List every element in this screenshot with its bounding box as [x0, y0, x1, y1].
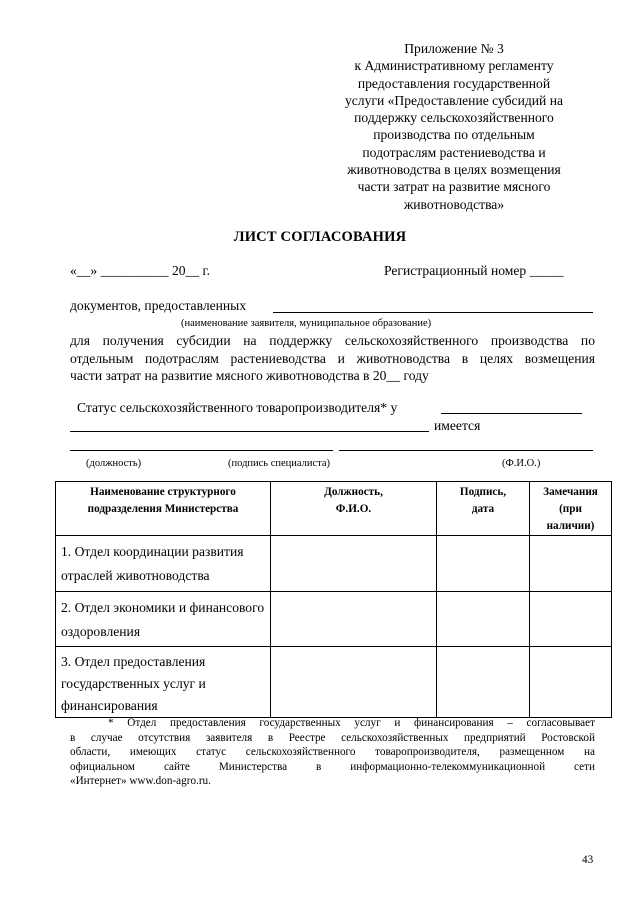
- position-cell: [271, 592, 437, 647]
- appendix-line: Приложение № 3: [404, 41, 504, 56]
- remarks-cell: [530, 536, 612, 592]
- footnote: [70, 716, 595, 789]
- signature-cell: [437, 592, 530, 647]
- position-caption: (должность): [86, 458, 142, 469]
- status-detail-line: [70, 431, 429, 432]
- header-signature: Подпись, дата: [437, 482, 530, 536]
- remarks-cell: [530, 647, 612, 718]
- purpose-paragraph: [70, 332, 595, 385]
- appendix-line: подотраслям растениеводства и: [362, 144, 546, 160]
- appendix-line: животноводства в целях возмещения: [347, 162, 561, 178]
- department-name: 2. Отдел экономики и финансового оздоровления: [56, 592, 271, 647]
- appendix-line: животноводства»: [403, 196, 505, 212]
- appendix-line: производства по отдельным: [373, 127, 535, 143]
- status-label: Статус сельскохозяйственного товаропроизводителя* у: [77, 400, 398, 415]
- status-owner-line: [441, 413, 582, 414]
- registration-number: Регистрационный номер _____: [384, 263, 564, 278]
- signature-caption: (подпись специалиста): [228, 458, 331, 469]
- appendix-line: к Административному регламенту: [354, 58, 554, 74]
- table-header-row: [56, 482, 612, 536]
- appendix-line: поддержку сельскохозяйственного: [354, 110, 554, 126]
- appendix-line: части затрат на развитие мясного: [357, 179, 551, 195]
- page-title: ЛИСТ СОГЛАСОВАНИЯ: [233, 229, 407, 245]
- department-name: 1. Отдел координации развития отраслей животноводства: [56, 536, 271, 592]
- position-cell: [271, 647, 437, 718]
- header-remarks: Замечания (при наличии): [530, 482, 612, 536]
- signature-line-left: [70, 450, 333, 451]
- signature-cell: [437, 536, 530, 592]
- documents-hint: (наименование заявителя, муниципальное образование): [181, 318, 432, 329]
- purpose-line: для получения субсидии на поддержку сельскохозяйственного производства по: [70, 333, 595, 348]
- footnote-line: «Интернет» www.don-agro.ru.: [70, 775, 211, 787]
- page-number: 43: [582, 854, 594, 866]
- table-row: [56, 536, 612, 592]
- applicant-name-line: [273, 312, 593, 313]
- department-name: 3. Отдел предоставления государственных услуг и финансирования: [56, 647, 271, 718]
- date-line: «__» __________ 20__ г.: [70, 263, 210, 278]
- signature-cell: [437, 647, 530, 718]
- header-position: Должность, Ф.И.О.: [271, 482, 437, 536]
- fio-caption: (Ф.И.О.): [502, 458, 541, 469]
- footnote-line: в случае отсутствия заявителя в Реестре сельскохозяйственных предприятий Ростовской: [70, 731, 595, 744]
- table-row: [56, 647, 612, 718]
- footnote-line: официальном сайте Министерства в информационно-телекоммуникационной сети: [70, 760, 595, 773]
- approval-table: [55, 481, 612, 718]
- purpose-line: части затрат на развитие мясного животноводства в 20__ году: [70, 368, 429, 384]
- appendix-line: услуги «Предоставление субсидий на: [344, 92, 564, 108]
- purpose-line: отдельным подотраслям растениеводства и животноводства в целях возмещения: [70, 350, 595, 366]
- status-has: имеется: [434, 418, 481, 433]
- footnote-line: области, имеющих статус сельскохозяйственного товаропроизводителя, размещенном на: [70, 746, 595, 758]
- table-row: [56, 592, 612, 647]
- appendix-line: предоставления государственной: [357, 75, 551, 91]
- remarks-cell: [530, 592, 612, 647]
- header-department: Наименование структурного подразделения Министерства: [56, 482, 271, 536]
- signature-line-right: [339, 450, 593, 451]
- position-cell: [271, 536, 437, 592]
- footnote-line: * Отдел предоставления государственных услуг и финансирования – согласовывает: [108, 717, 595, 729]
- documents-label: документов, предоставленных: [70, 298, 247, 313]
- appendix-header: [325, 40, 583, 213]
